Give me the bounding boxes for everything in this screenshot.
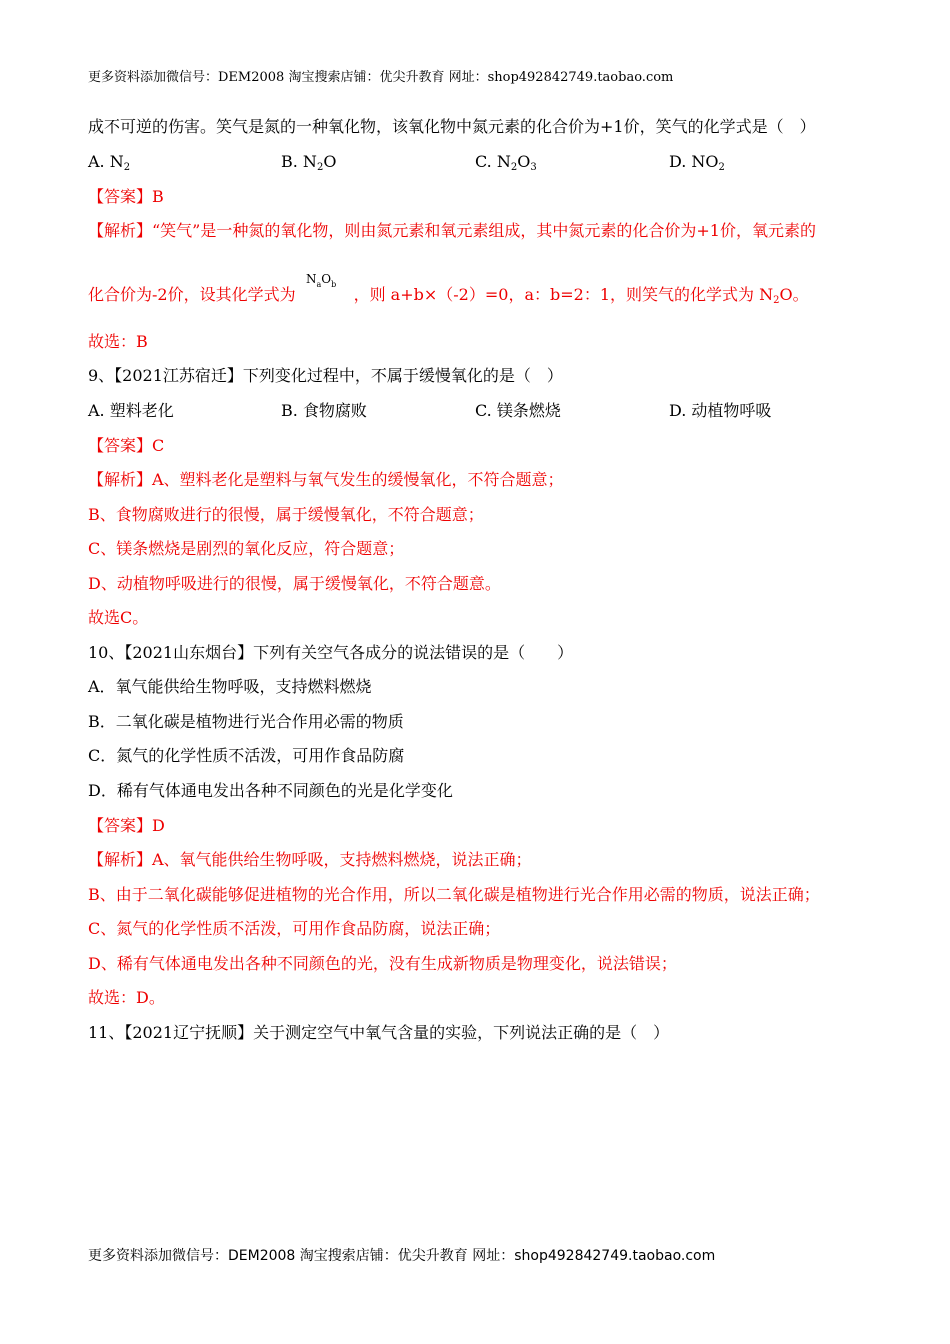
q10-analysis-line: C、氮气的化学性质不活泼，可用作食品防腐，说法正确； [88, 919, 501, 938]
page-header: 更多资料添加微信号：DEM2008 淘宝搜索店铺：优尖升教育 网址：shop492842749.taobao.com [88, 70, 674, 85]
q8-option-d: D. $NO_2$ [669, 152, 725, 173]
q10-option-d: D．稀有气体通电发出各种不同颜色的光是化学变化 [88, 781, 453, 800]
q9-analysis-line: C、镁条燃烧是剧烈的氧化反应，符合题意； [88, 539, 405, 558]
formula-naob: $N_aO_b$ [306, 272, 337, 289]
q9-answer: 【答案】C [88, 436, 165, 455]
q8-option-b: B. $N_2O$ [281, 152, 337, 173]
q8-conclusion: 故选：B [88, 332, 148, 351]
q9-analysis-line: D、动植物呼吸进行的很慢，属于缓慢氧化，不符合题意。 [88, 574, 501, 593]
q10-stem: 10、【2021山东烟台】下列有关空气各成分的说法错误的是（ ） [88, 643, 574, 662]
q8-analysis-line-1: 【解析】“笑气”是一种氮的氧化物，则由氮元素和氧元素组成，其中氮元素的化合价为+1价，氧元素的 [88, 221, 816, 240]
q10-option-c: C．氮气的化学性质不活泼，可用作食品防腐 [88, 746, 405, 765]
q8-option-a: A. $N_2$ [88, 152, 131, 173]
q9-analysis-line: B、食物腐败进行的很慢，属于缓慢氧化，不符合题意； [88, 505, 484, 524]
q9-option-d: D. 动植物呼吸 [669, 401, 772, 420]
q8-analysis-line-2: 化合价为-2价，设其化学式为 ，则 a+b×（-2）=0，a：b=2：1，则笑气的化学式为 $N_2O$。 [88, 285, 809, 306]
q10-option-b: B．二氧化碳是植物进行光合作用必需的物质 [88, 712, 404, 731]
q10-option-a: A．氧气能供给生物呼吸，支持燃料燃烧 [88, 677, 372, 696]
q10-analysis-line: 【解析】A、氧气能供给生物呼吸，支持燃料燃烧，说法正确； [88, 850, 532, 869]
q8-option-c: C. $N_2O_3$ [475, 152, 537, 173]
q10-conclusion: 故选：D。 [88, 988, 165, 1007]
q9-option-c: C. 镁条燃烧 [475, 401, 561, 420]
q8-stem: 成不可逆的伤害。笑气是氮的一种氧化物，该氧化物中氮元素的化合价为+1价，笑气的化学式是（ ） [88, 117, 816, 136]
q10-analysis-line: B、由于二氧化碳能够促进植物的光合作用，所以二氧化碳是植物进行光合作用必需的物质，说法正确； [88, 885, 820, 904]
page-footer: 更多资料添加微信号：DEM2008 淘宝搜索店铺：优尖升教育 网址：shop492842749.taobao.com [88, 1248, 716, 1264]
q9-stem: 9、【2021江苏宿迁】下列变化过程中，不属于缓慢氧化的是（ ） [88, 366, 563, 385]
q10-analysis-line: D、稀有气体通电发出各种不同颜色的光，没有生成新物质是物理变化，说法错误； [88, 954, 677, 973]
q9-analysis-line: 【解析】A、塑料老化是塑料与氧气发生的缓慢氧化，不符合题意； [88, 470, 564, 489]
q8-answer: 【答案】B [88, 187, 164, 206]
q9-option-a: A. 塑料老化 [88, 401, 174, 420]
q9-option-b: B. 食物腐败 [281, 401, 367, 420]
q9-conclusion: 故选C。 [88, 608, 149, 627]
q10-answer: 【答案】D [88, 816, 165, 835]
q11-stem: 11、【2021辽宁抚顺】关于测定空气中氧气含量的实验，下列说法正确的是（ ） [88, 1023, 670, 1042]
